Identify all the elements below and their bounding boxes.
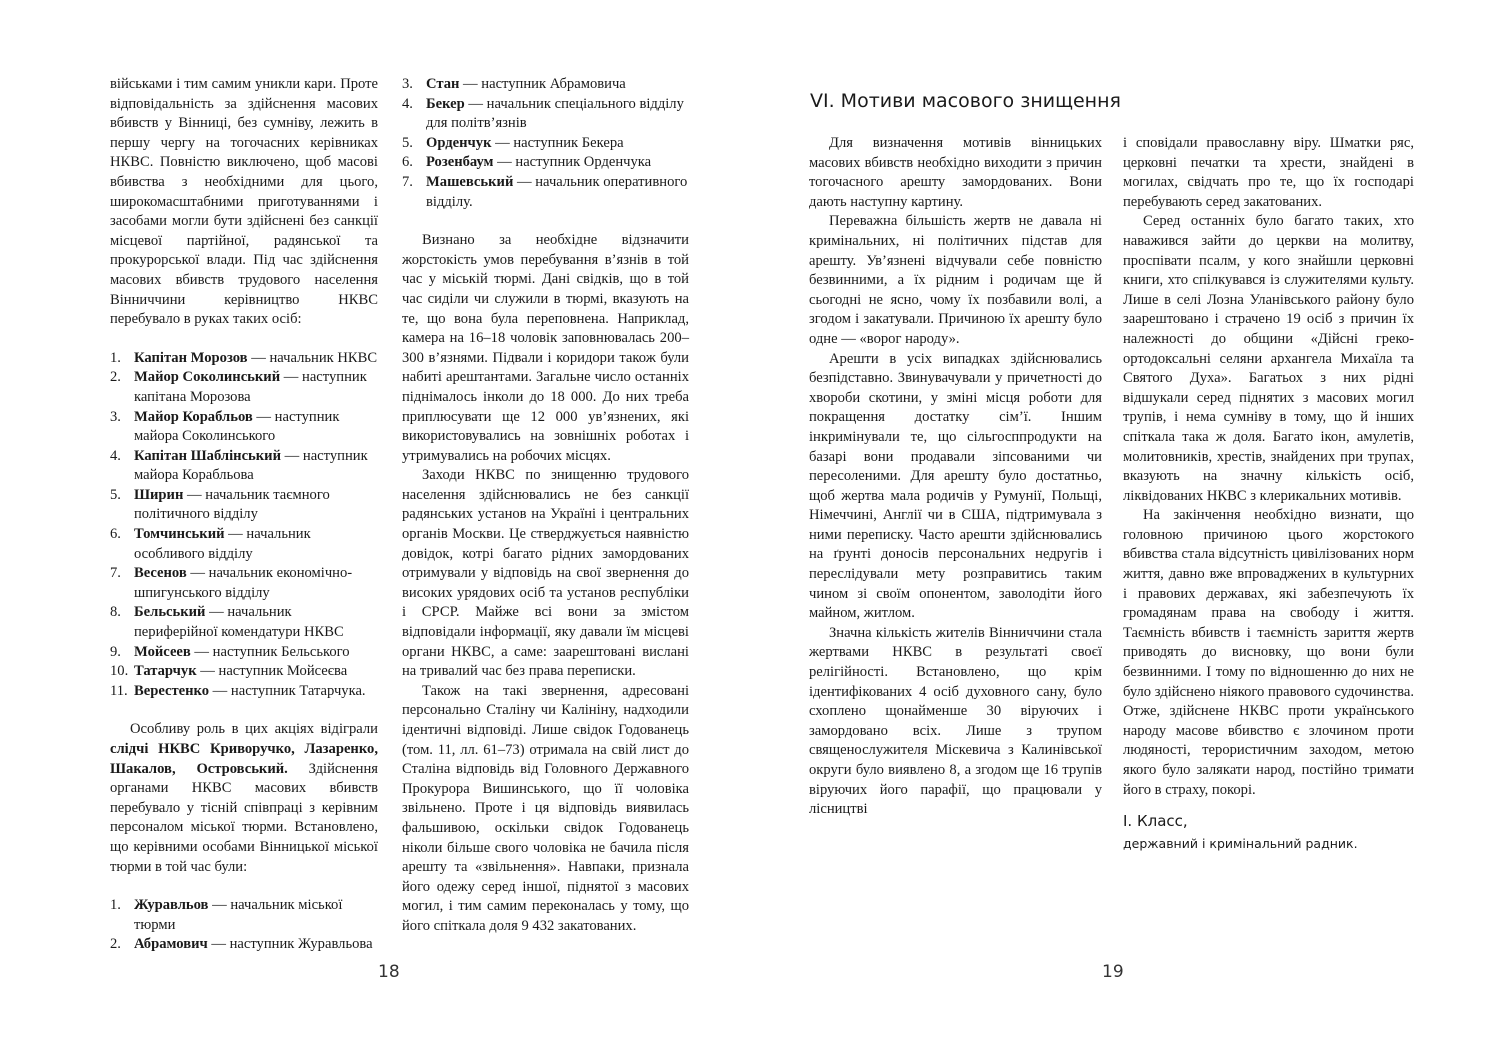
list-item-role: — наступник Орденчука [493,154,652,171]
list-item-number: 3. [110,408,121,425]
page-number: 18 [378,962,400,982]
list-item-number: 2. [110,369,121,386]
list-item [110,486,378,525]
list-item-name: Мойсеев [134,643,191,660]
paragraph: Переважна більшість жертв не давала ні кримінальних, ні політичних підстав для арешту. Ув’язнені відчували себе повністю безвинними, а їх рідним і родичам ще й сьогодні не ясно, чому їх позбавили волі, а згодом і закатували. Причиною їх арешту було одне — «ворог народу». [809,213,1102,347]
left-page-column-1 [110,75,378,955]
list-item-role: — начальник периферійної комендатури НКВС [134,604,344,641]
list-item [402,153,689,173]
list-item-role: — начальник НКВС [247,349,378,366]
nkvs-leadership-list [110,349,378,702]
list-item-role: — наступник Татарчука. [209,682,366,699]
right-page [750,0,1500,1061]
list-item-role: — наступник Журавльова [207,936,373,953]
list-item-role: — начальник економічно-шпигунського відділу [134,565,353,601]
chapter-title: VI. Мотиви масового знищення [810,90,1121,112]
list-item-number: 6. [110,526,121,543]
list-item-name: Капітан Морозов [134,349,248,366]
paragraph: Заходи НКВС по знищенню трудового населення здійснювались не без санкції радянських установ на Україні і центральних органів Москви. Це стверджується наявністю довідок, котрі багато рідних замордованих отримували у відповідь на свої звернення до високих урядових осіб та установ республіки і СРСР. Майже всі вони за змістом відповідали інформації, яку давали їм місцеві органи НКВС, а саме: заарештовані вислані на тривалий час без права переписки. [402,467,689,680]
list-item [110,349,378,369]
list-item-number: 11. [110,682,128,699]
paragraph: Арешти в усіх випадках здійснювались безпідставно. Звинувачували у причетності до хвороби скотини, у зміні місця роботи для покращення достатку сім’ї. Іншим інкримінували те, що сільгосппродукти на базарі вони продавали зіпсованими чи пересоленими. Для арешту було достатньо, щоб жертва мала родичів у Румунії, Польщі, Німеччині, Англії чи в США, підтримувала з ними переписку. Часто арешти здійснювались на ґрунті доносів персональних недругів і переслідували мету розправитись таким чином зі своїм опонентом, заволодіти його майном, житлом. [809,350,1102,622]
paragraph: військами і тим самим уникли кари. Проте відповідальність за здійснення масових вбивств у Вінниці, без сумніву, лежить в першу чергу на тогочасних керівниках НКВС. Повністю виключено, щоб масові вбивства з необхідними для цього, широкомасштабними приготуваннями і засобами могли бути здійснені без санкції місцевої партійної, радянської та прокурорської влади. Під час здійснення масових вбивств трудового населення Вінниччини керівництво НКВС перебувало в руках таких осіб: [110,76,378,328]
signature-name: І. Класс, [1123,812,1188,830]
list-item [110,662,378,682]
list-item [110,603,378,642]
list-item [110,935,378,955]
list-item [402,95,689,134]
list-item-role: — наступник Бельського [190,643,350,660]
left-page-column-2 [402,75,689,937]
list-item-role: — наступник капітана Морозова [134,369,367,405]
list-item [110,682,378,702]
list-item-role: — начальник таємного політичного відділу [134,486,330,523]
list-item-name: Верестенко [134,682,210,699]
list-item-name: Капітан Шаблінський [134,447,281,464]
paragraph: На закінчення необхідно визнати, що головною причиною цього жорстокого вбивства стала відсутність цивілізованих норм життя, давно вже впроваджених в культурних і правових державах, які забезпечують їх громадянам права на свободу і життя. Таємність вбивств і таємність зариття жертв приводять до висновку, що вони були безвинними. І тому по відношенню до них не було здійснено ніякого правового судочинства. Отже, здійснене НКВС проти українського народу масове вбивство є злочином проти людяності, терористичним заходом, метою якого було залякати народ, постійно тримати його в страху, покорі. [1123,507,1414,798]
list-item-number: 4. [110,447,121,464]
list-item-name: Майор Корабльов [134,408,253,425]
signature-title: державний і кримінальний радник. [1123,836,1358,851]
list-item-name: Томчинський [134,526,225,543]
paragraph: Визнано за необхідне відзначити жорстокість умов перебування в’язнів в той час у міській тюрмі. Дані свідків, що в той час сиділи чи служили в тюрмі, вказують на те, що вона була переповнена. Наприклад, камера на 16–18 чоловік заповнювалась 200–300 в’язнями. Підвали і коридори також були набиті арештантами. Загальне число останніх піднімалось інколи до 18 000. До них треба приплюсувати ще 12 000 ув’язнених, які використовувались на зовнішніх роботах і утримувались на робочих місцях. [402,232,689,464]
prison-leadership-list-continued [402,75,689,212]
list-item-role: — наступник Мойсеєва [196,663,348,680]
list-item-number: 1. [110,897,121,914]
list-item-name: Бекер [426,95,465,112]
page-number: 19 [1102,962,1124,982]
list-item [110,896,378,935]
list-item-number: 7. [402,173,413,190]
list-item [402,134,689,154]
list-item-number: 3. [402,76,413,92]
list-item-number: 5. [402,134,413,151]
list-item-name: Ширин [134,486,184,503]
paragraph: Особливу роль в цих акціях відіграли слідчі НКВС Криворучко, Лазаренко, Шакалов, Островський. Здійснення органами НКВС масових вбивств перебувало у тісній співпраці з керівним персоналом міської тюрми. Встановлено, що керівними особами Вінницької міської тюрми в той час були: [110,721,379,875]
list-item-role: — наступник Бекера [491,134,624,151]
list-item-role: — наступник майора Соколинського [134,408,340,445]
list-item-number: 4. [402,95,413,112]
list-item-number: 2. [110,936,121,953]
list-item [402,75,689,95]
paragraph: Також на такі звернення, адресовані персонально Сталіну чи Калініну, надходили ідентичні відповіді. Лише свідок Годованець (том. 11, лл. 61–73) отримала на свій лист до Сталіна відповідь від Головного Державного Прокурора Вишинського, що її чоловіка звільнено. Проте і ця відповідь виявилась фальшивою, оскільки свідок Годованець ніколи більше свого чоловіка не бачила після арешту та «звільнення». Навпаки, признала його одежу серед іншої, піднятої з масових могил, і тим самим переконалась у тому, що його спіткала доля 9 432 закатованих. [402,682,689,934]
paragraph: і сповідали православну віру. Шматки ряс, церковні печатки та хрести, знайдені в могилах, свідчать про те, що їх господарі перебувають серед закатованих. [1123,135,1414,210]
list-item-number: 1. [110,349,121,366]
list-item-name: Стан [426,76,460,92]
list-item-number: 9. [110,643,121,660]
list-item-name: Журавльов [134,897,209,914]
list-item-name: Орденчук [426,134,492,151]
list-item-name: Майор Соколинський [134,369,281,386]
list-item-role: — наступник Абрамовича [459,76,626,92]
list-item-role: — начальник особливого відділу [134,526,311,562]
list-item [110,447,378,486]
investigators-names: слідчі НКВС Криворучко, Лазаренко, Шакалов, Островський. [110,741,378,777]
list-item-name: Весенов [134,565,187,582]
list-item-number: 6. [402,154,413,171]
list-item-role: — наступник майора Корабльова [134,447,368,484]
right-page-column-1 [809,134,1102,820]
list-item-number: 8. [110,604,121,621]
list-item-name: Машевський [426,173,514,190]
list-item-name: Татарчук [134,663,197,680]
list-item [110,408,378,447]
prison-leadership-list [110,896,378,955]
paragraph: Значна кількість жителів Вінниччини стала жертвами НКВС в результаті своєї релігійності. Встановлено, що крім ідентифікованих 4 осіб духовного сану, було схоплено щонайменше 30 віруючих і замордовано всіх. Лише з трупом священослужителя Міскевича з Калинівської округи було виявлено 8, а згодом ще 16 трупів віруючих його парафії, що працювали у лісництві [809,624,1102,818]
paragraph: Серед останніх було багато таких, хто наважився зайти до церкви на молитву, проспівати псалм, у кого знайшли церковні книги, хто спілкувався із служителями культу. Лише в селі Лозна Уланівського району було заарештовано і страчено 19 осіб з причин їх належності до общини «Дійсні греко-ортодоксальні селяни архангела Михаїла та Святого Духа». Багатьох з них рідні відшукали серед піднятих з масових могил трупів, і нема сумніву в тому, що й інших спіткала така ж доля. Багато ікон, амулетів, молитовників, хрестів, знайдених при трупах, вказують на значну кількість осіб, ліквідованих НКВС з клерикальних мотивів. [1123,213,1414,504]
list-item-name: Бельський [134,604,206,621]
list-item-role: — начальник спеціального відділу для політв’язнів [426,95,684,132]
list-item [110,643,378,663]
paragraph: Для визначення мотивів вінницьких масових вбивств необхідно виходити з причин тогочасного арешту замордованих. Вони дають наступну картину. [809,135,1102,210]
list-item-name: Абрамович [134,936,208,953]
list-item-number: 10. [110,663,129,680]
list-item-number: 7. [110,565,121,582]
list-item-role: — начальник міської тюрми [134,897,343,933]
list-item [110,564,378,603]
right-page-column-2 [1123,134,1414,800]
list-item [110,368,378,407]
signature-block [1123,811,1358,854]
list-item [402,173,689,212]
list-item [110,525,378,564]
list-item-name: Розенбаум [426,154,494,171]
list-item-role: — начальник оперативного відділу. [426,173,688,210]
list-item-number: 5. [110,486,121,503]
